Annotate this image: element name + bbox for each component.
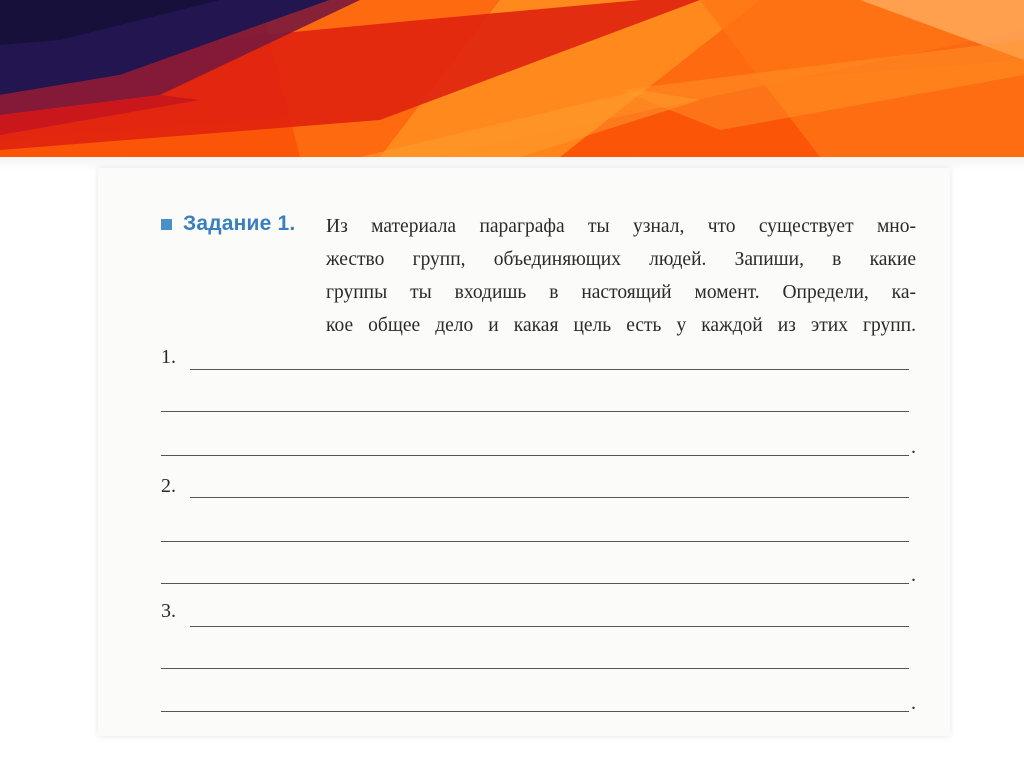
answer-line [161,411,909,412]
answer-line [190,626,909,627]
answer-number: 2. [161,475,176,497]
task-heading [161,212,295,236]
answer-line [161,668,909,669]
answer-line [161,711,909,712]
answer-line [161,455,909,456]
task-label: Задание 1. [183,212,296,235]
answer-number: 3. [161,600,176,622]
answer-line [161,541,909,542]
worksheet-scan [98,168,950,736]
answer-end-mark: . [911,436,916,458]
task-text-line: жество групп, объединяющих людей. Запиши, в какие [326,249,916,270]
task-text-line: Из материала параграфа ты узнал, что существует мно- [326,216,916,237]
decorative-banner [0,0,1024,157]
answer-line [190,497,909,498]
task-text-line: кое общее дело и какая цель есть у каждой из этих групп. [326,315,916,336]
task-text [326,210,916,342]
answer-number: 1. [161,346,176,368]
task-text-line: группы ты входишь в настоящий момент. Определи, ка- [326,282,916,303]
answer-end-mark: . [911,692,916,714]
answer-line [161,583,909,584]
answer-end-mark: . [911,564,916,586]
bullet-square-icon [161,219,172,230]
answer-line [190,369,909,370]
